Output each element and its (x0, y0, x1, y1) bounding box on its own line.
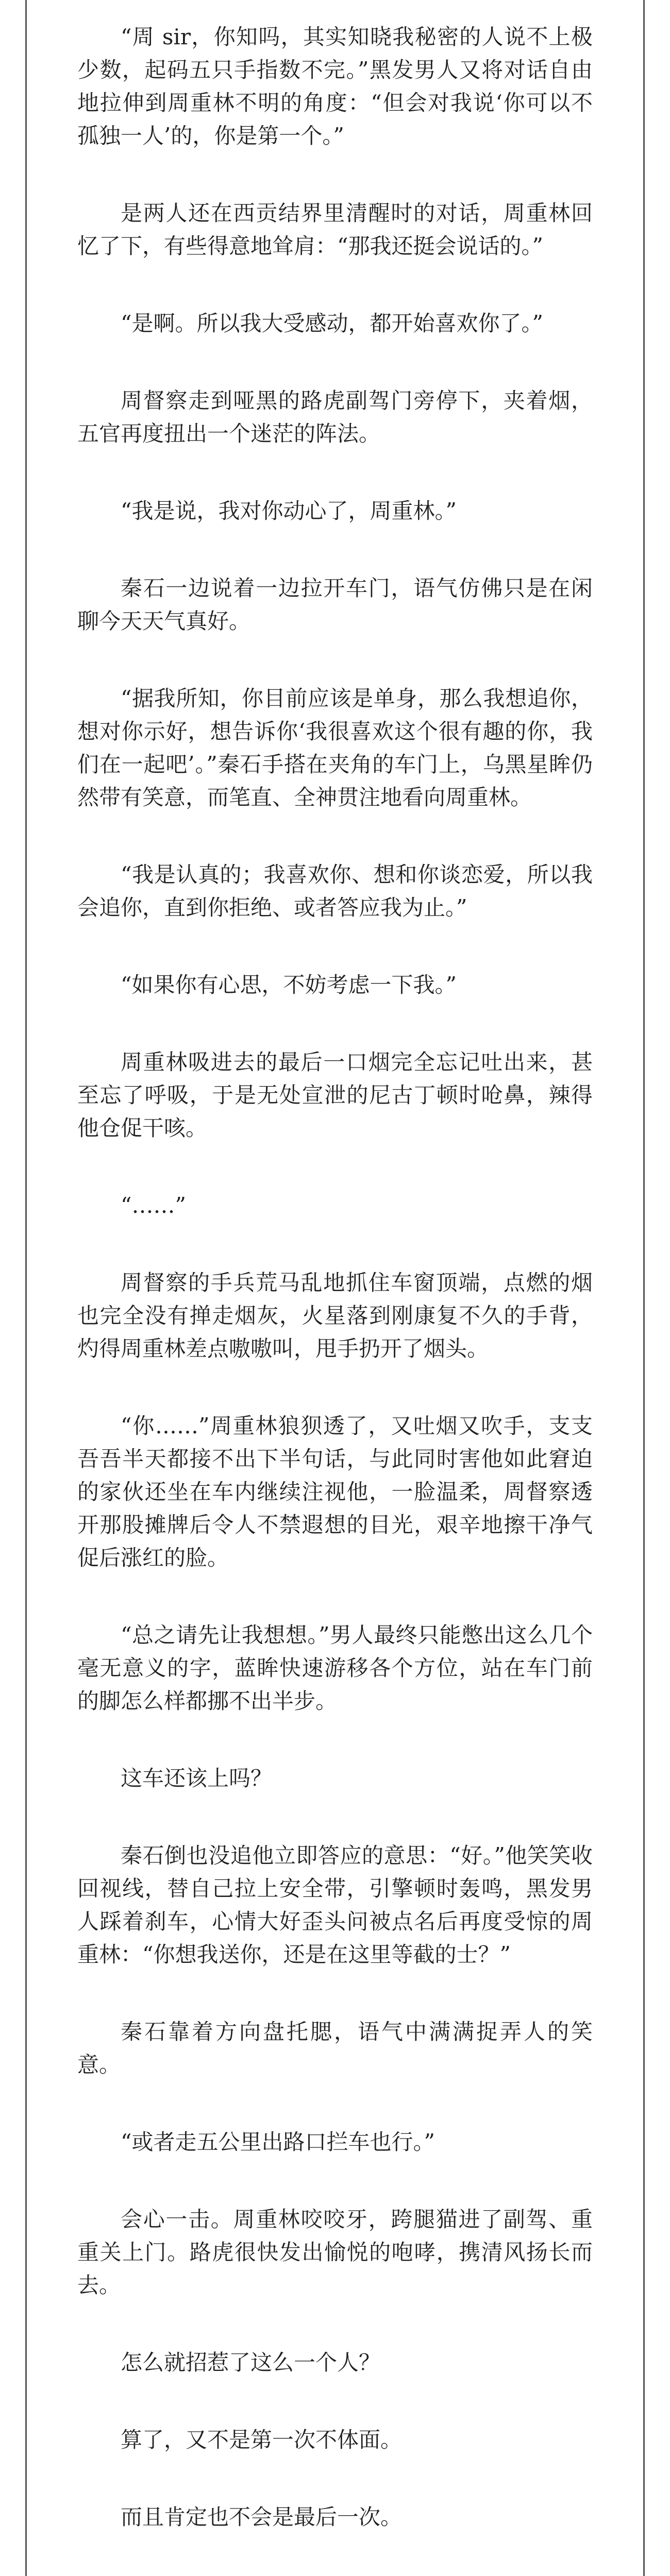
paragraph: “我是认真的；我喜欢你、想和你谈恋爱，所以我会追你，直到你拒绝、或者答应我为止。” (77, 862, 593, 920)
document-body (77, 21, 593, 2576)
paragraph: 秦石一边说着一边拉开车门，语气仿佛只是在闲聊今天天气真好。 (77, 575, 593, 634)
paragraph: 而且肯定也不会是最后一次。 (121, 2504, 403, 2530)
paragraph: 怎么就招惹了这么一个人？ (121, 2350, 381, 2375)
paragraph: “你……”周重林狼狈透了，又吐烟又吹手，支支吾吾半天都接不出下半句话，与此同时害他如此窘迫的家伙还坐在车内继续注视他，一脸温柔，周督察透开那股摊牌后令人不禁遐想的目光，艰辛地擦干净气促后涨红的脸。 (77, 1413, 593, 1570)
paragraph: 算了，又不是第一次不体面。 (121, 2427, 403, 2452)
paragraph: 周督察的手兵荒马乱地抓住车窗顶端，点燃的烟也完全没有掸走烟灰，火星落到刚康复不久的手背，灼得周重林差点嗷嗷叫，甩手扔开了烟头。 (77, 1270, 593, 1361)
paragraph: 秦石靠着方向盘托腮，语气中满满捉弄人的笑意。 (77, 2019, 593, 2077)
paragraph: 周重林吸进去的最后一口烟完全忘记吐出来，甚至忘了呼吸，于是无处宣泄的尼古丁顿时呛鼻，辣得他仓促干咳。 (77, 1049, 593, 1141)
paragraph: “据我所知，你目前应该是单身，那么我想追你，想对你示好，想告诉你‘我很喜欢这个很有趣的你，我们在一起吧’。”秦石手搭在夹角的车门上，乌黑星眸仍然带有笑意，而笔直、全神贯注地看向周重林。 (77, 686, 593, 810)
paragraph: “周 sir，你知吗，其实知晓我秘密的人说不上极少数，起码五只手指数不完。”黑发男人又将对话自由地拉伸到周重林不明的角度：“但会对我说‘你可以不孤独一人’的，你是第一个。” (77, 24, 593, 148)
paragraph: 这车还该上吗？ (121, 1766, 273, 1791)
paragraph: “或者走五公里出路口拦车也行。” (121, 2129, 435, 2155)
paragraph: 秦石倒也没追他立即答应的意思：“好。”他笑笑收回视线，替自己拉上安全带，引擎顿时轰鸣，黑发男人踩着刹车，心情大好歪头问被点名后再度受惊的周重林：“你想我送你，还是在这里等截的士？” (77, 1843, 593, 1967)
paragraph: 周督察走到哑黑的路虎副驾门旁停下，夹着烟，五官再度扭出一个迷茫的阵法。 (77, 388, 593, 446)
paragraph: “总之请先让我想想。”男人最终只能憋出这么几个毫无意义的字，蓝眸快速游移各个方位，站在车门前的脚怎么样都挪不出半步。 (77, 1622, 593, 1714)
paragraph: “是啊。所以我大受感动，都开始喜欢你了。” (121, 311, 543, 336)
paragraph: 会心一击。周重林咬咬牙，跨腿猫进了副驾、重重关上门。路虎很快发出愉悦的咆哮，携清风扬长而去。 (77, 2207, 593, 2298)
paragraph: “……” (121, 1193, 186, 1218)
paragraph: “我是说，我对你动心了，周重林。” (121, 498, 457, 523)
paragraph: 是两人还在西贡结界里清醒时的对话，周重林回忆了下，有些得意地耸肩：“那我还挺会说话的。” (77, 200, 593, 259)
paragraph: “如果你有心思，不妨考虑一下我。” (121, 972, 457, 997)
